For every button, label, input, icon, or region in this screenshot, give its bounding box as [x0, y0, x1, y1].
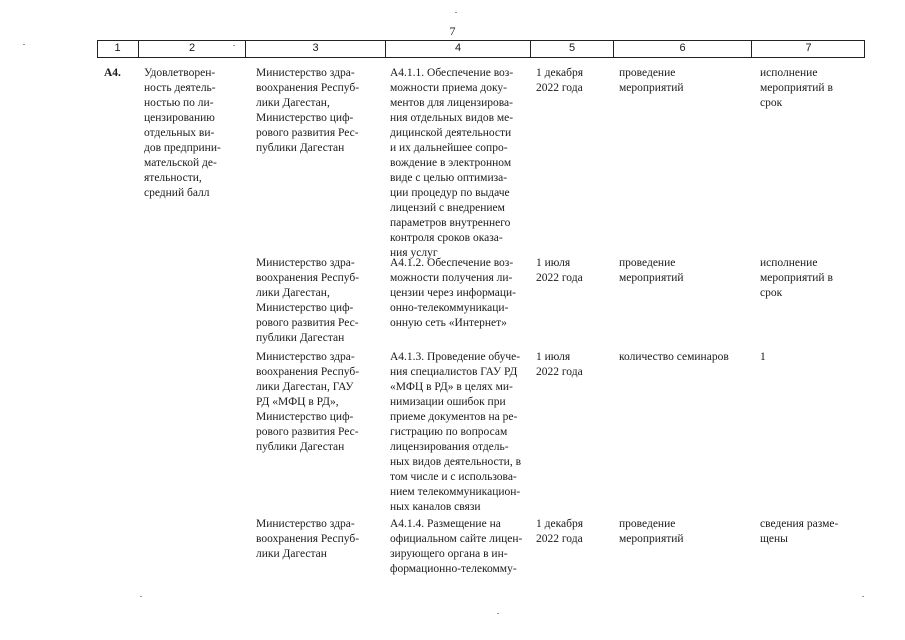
header-cell-1: 1 [114, 42, 121, 54]
responsible-cell: Министерство здра- воохранения Респуб- лики Дагестан [256, 518, 360, 560]
page-number: 7 [449, 24, 456, 38]
header-bottom-rule [97, 57, 865, 58]
header-cell-6: 6 [613, 40, 751, 57]
target-cell: исполнение мероприятий в срок [760, 67, 833, 109]
responsible-cell: Министерство здра- воохранения Респуб- лики Дагестан, Министерство циф- рового развития Рес- публики Дагестан [256, 257, 360, 344]
metric-cell: количество семинаров [619, 351, 729, 363]
header-cell-7: 7 [751, 40, 865, 57]
scan-speck [862, 596, 864, 597]
header-cell-4: 4 [385, 40, 530, 57]
metric-cell: проведение мероприятий [619, 518, 684, 545]
target-cell: 1 [760, 351, 766, 363]
deadline-cell: 1 июля 2022 года [536, 351, 583, 378]
header-cell-3: 3 [245, 40, 385, 57]
action-cell: А4.1.1. Обеспечение воз- можности приема доку- ментов для лицензирова- ния отдельных видов ме- дицинской деятельности и их дальнейшее сопро- вождение в электронном виде с целью оптимиза- ции процедур по выдаче лицензий с внедрением параметров внутреннего контроля сроков оказа- ния услуг [390, 67, 514, 259]
deadline-cell: 1 декабря 2022 года [536, 67, 583, 94]
scan-speck [233, 45, 235, 46]
target-cell: исполнение мероприятий в срок [760, 257, 833, 299]
header-cell-5: 5 [530, 40, 613, 57]
metric-cell: проведение мероприятий [619, 67, 684, 94]
action-cell: А4.1.2. Обеспечение воз- можности получения ли- цензии через информаци- онно-телекоммуникаци- онную сеть «Интернет» [390, 257, 516, 329]
deadline-cell: 1 декабря 2022 года [536, 518, 583, 545]
deadline-cell: 1 июля 2022 года [536, 257, 583, 284]
target-cell: сведения разме- щены [760, 518, 839, 545]
responsible-cell: Министерство здра- воохранения Респуб- лики Дагестан, Министерство циф- рового развития Рес- публики Дагестан [256, 67, 360, 154]
scan-speck [455, 12, 457, 13]
row-number: А4. [104, 67, 121, 79]
header-cell-2: 2 [138, 40, 245, 57]
scan-speck [140, 596, 142, 597]
action-cell: А4.1.4. Размещение на официальном сайте лицен- зирующего органа в ин- формационно-телекомму- [390, 518, 523, 575]
action-cell: А4.1.3. Проведение обуче- ния специалистов ГАУ РД «МФЦ в РД» в целях ми- нимизации ошибок при приеме документов на ре- гистрацию по вопросам лицензирования отдель- ных видов деятельности, в том числе и с использова- нием телекоммуникацион- ных каналов связи [390, 351, 522, 513]
responsible-cell: Министерство здра- воохранения Респуб- лики Дагестан, ГАУ РД «МФЦ в РД», Министерство циф- рового развития Рес- публики Дагестан [256, 351, 360, 453]
metric-cell: проведение мероприятий [619, 257, 684, 284]
scan-speck [23, 44, 25, 45]
indicator-cell: Удовлетворен- ность деятель- ностью по ли- цензированию отдельных ви- дов предприни- мательской де- ятельности, средний балл [144, 67, 221, 199]
scan-speck [497, 613, 499, 614]
